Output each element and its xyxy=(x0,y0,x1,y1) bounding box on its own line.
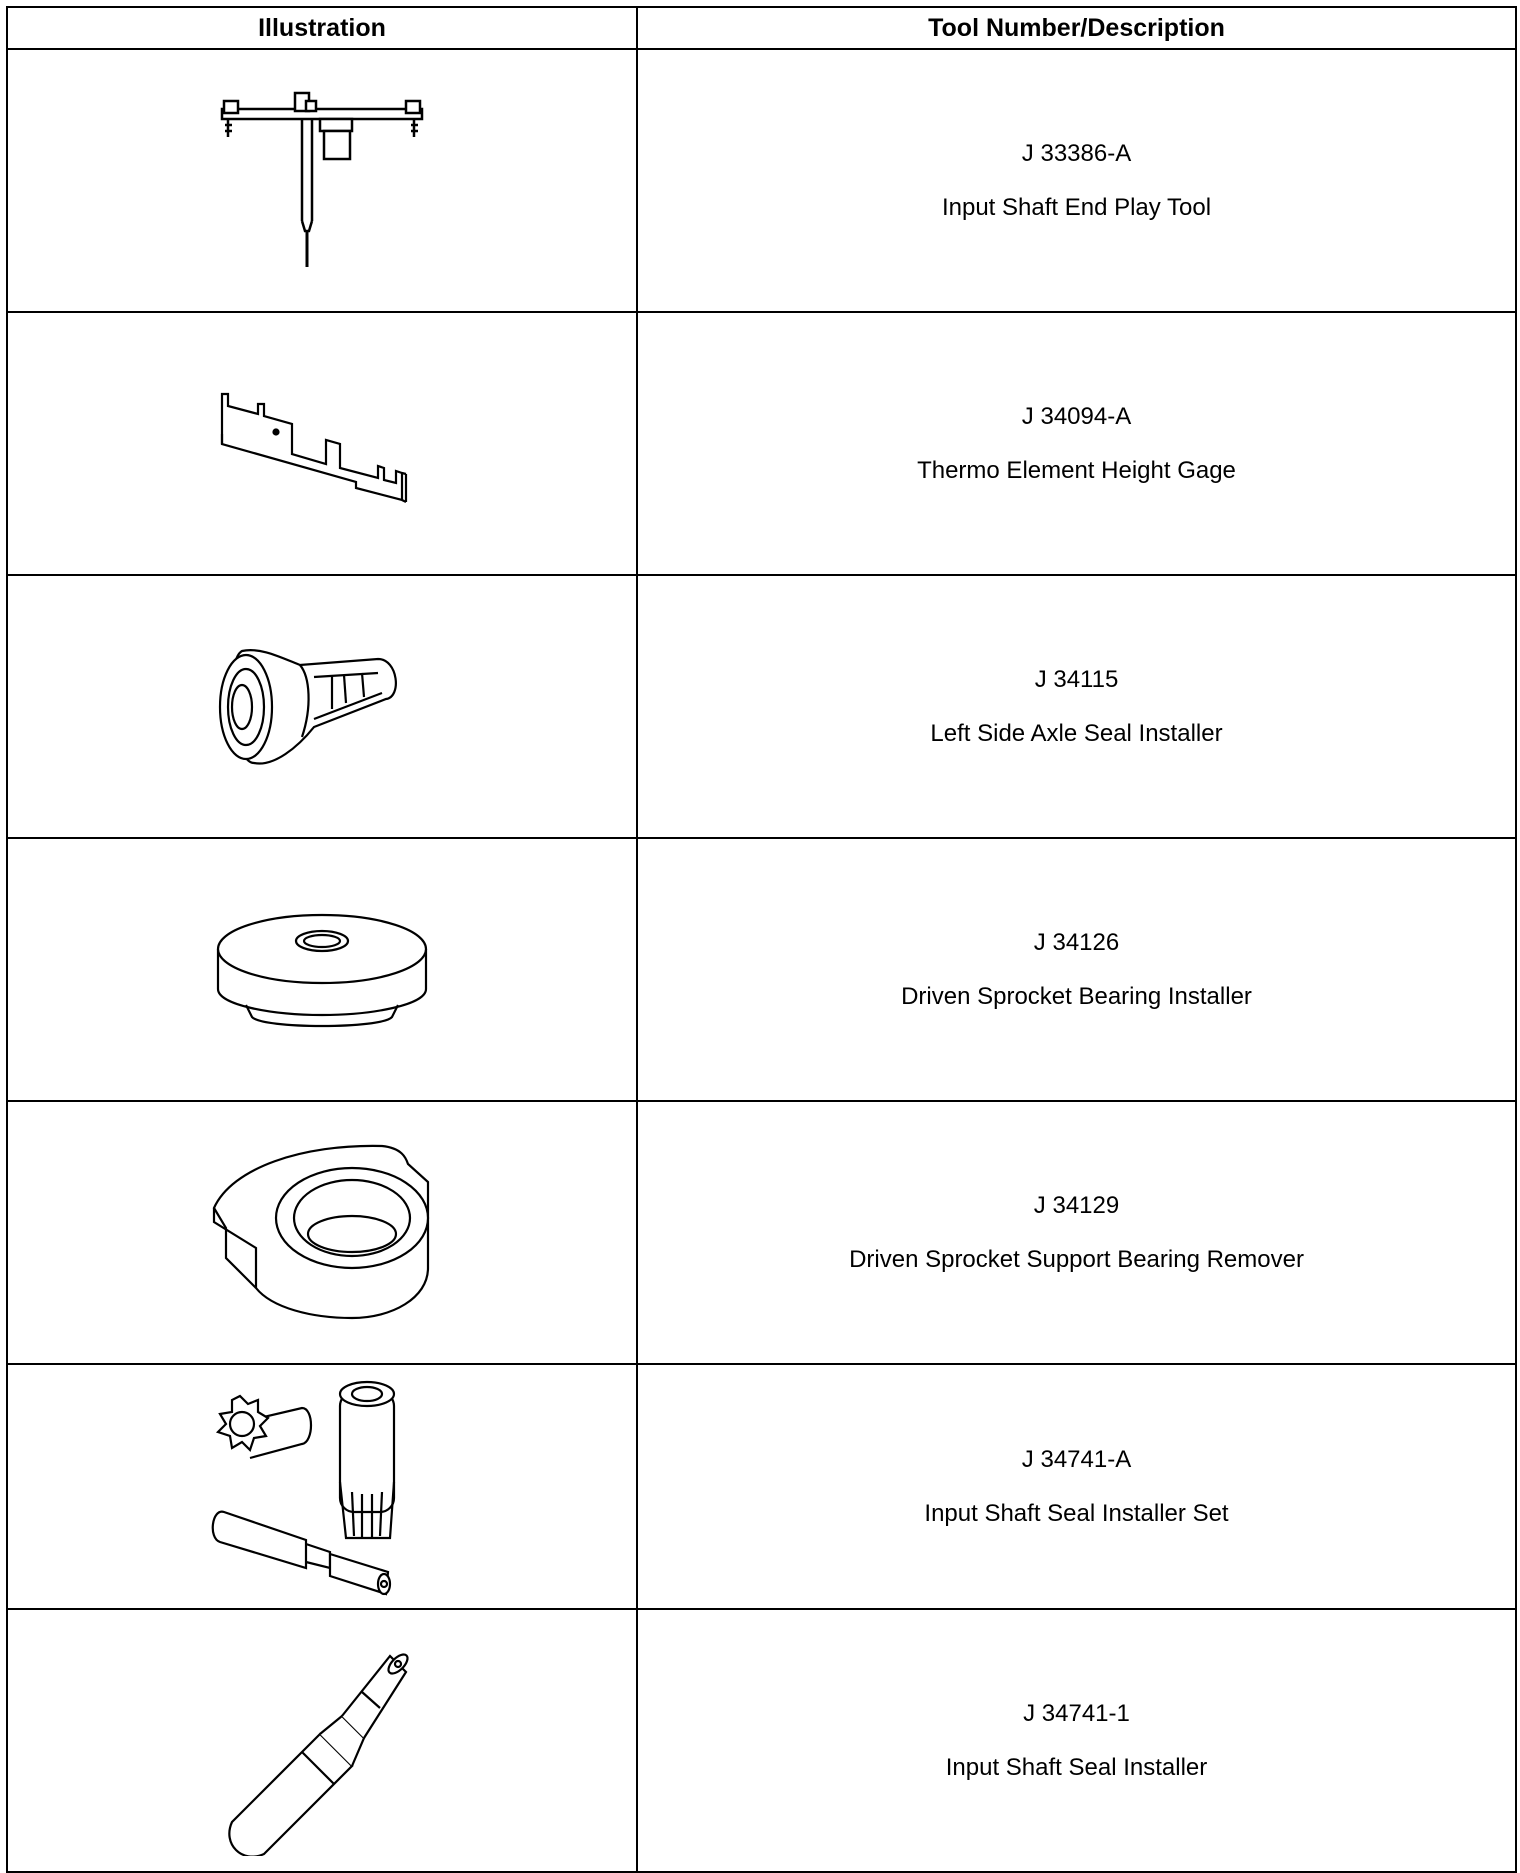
tool-name: Input Shaft Seal Installer xyxy=(945,1753,1208,1781)
illustration-cell xyxy=(7,1609,637,1872)
header-tool-description: Tool Number/Description xyxy=(637,7,1516,49)
height-gage-icon xyxy=(202,374,442,514)
tool-name: Input Shaft Seal Installer Set xyxy=(924,1499,1229,1527)
description-cell xyxy=(637,1609,1516,1872)
tool-name: Driven Sprocket Bearing Installer xyxy=(901,982,1252,1010)
illustration-cell xyxy=(7,1364,637,1609)
bearing-remover-icon xyxy=(202,1138,442,1328)
bearing-installer-icon xyxy=(202,905,442,1035)
tool-name: Left Side Axle Seal Installer xyxy=(930,719,1223,747)
seal-installer-icon xyxy=(202,1626,442,1856)
tool-number: J 34094-A xyxy=(1021,402,1132,430)
illustration-cell xyxy=(7,575,637,838)
header-row xyxy=(7,7,1516,49)
tool-name: Thermo Element Height Gage xyxy=(917,456,1236,484)
description-cell xyxy=(637,1101,1516,1364)
tool-number: J 34741-1 xyxy=(1023,1699,1130,1727)
table-row xyxy=(7,838,1516,1101)
tool-number: J 34126 xyxy=(1033,928,1120,956)
end-play-tool-icon xyxy=(202,81,442,281)
tool-number: J 34115 xyxy=(1034,665,1119,693)
illustration-cell xyxy=(7,838,637,1101)
description-cell xyxy=(637,312,1516,575)
header-illustration: Illustration xyxy=(7,7,637,49)
table-row xyxy=(7,312,1516,575)
description-cell xyxy=(637,49,1516,312)
tool-name: Driven Sprocket Support Bearing Remover xyxy=(849,1245,1304,1273)
seal-installer-set-icon xyxy=(202,1372,442,1602)
tool-name: Input Shaft End Play Tool xyxy=(941,193,1212,221)
description-cell xyxy=(637,838,1516,1101)
table-row xyxy=(7,575,1516,838)
table-row xyxy=(7,1609,1516,1872)
axle-seal-installer-icon xyxy=(202,637,442,777)
illustration-cell xyxy=(7,312,637,575)
table-row xyxy=(7,49,1516,312)
tool-number: J 34741-A xyxy=(1021,1445,1132,1473)
table-row xyxy=(7,1364,1516,1609)
special-tools-table xyxy=(6,6,1517,1873)
illustration-cell xyxy=(7,49,637,312)
illustration-cell xyxy=(7,1101,637,1364)
table-row xyxy=(7,1101,1516,1364)
description-cell xyxy=(637,575,1516,838)
tool-number: J 33386-A xyxy=(1021,139,1132,167)
description-cell xyxy=(637,1364,1516,1609)
tool-number: J 34129 xyxy=(1033,1191,1120,1219)
